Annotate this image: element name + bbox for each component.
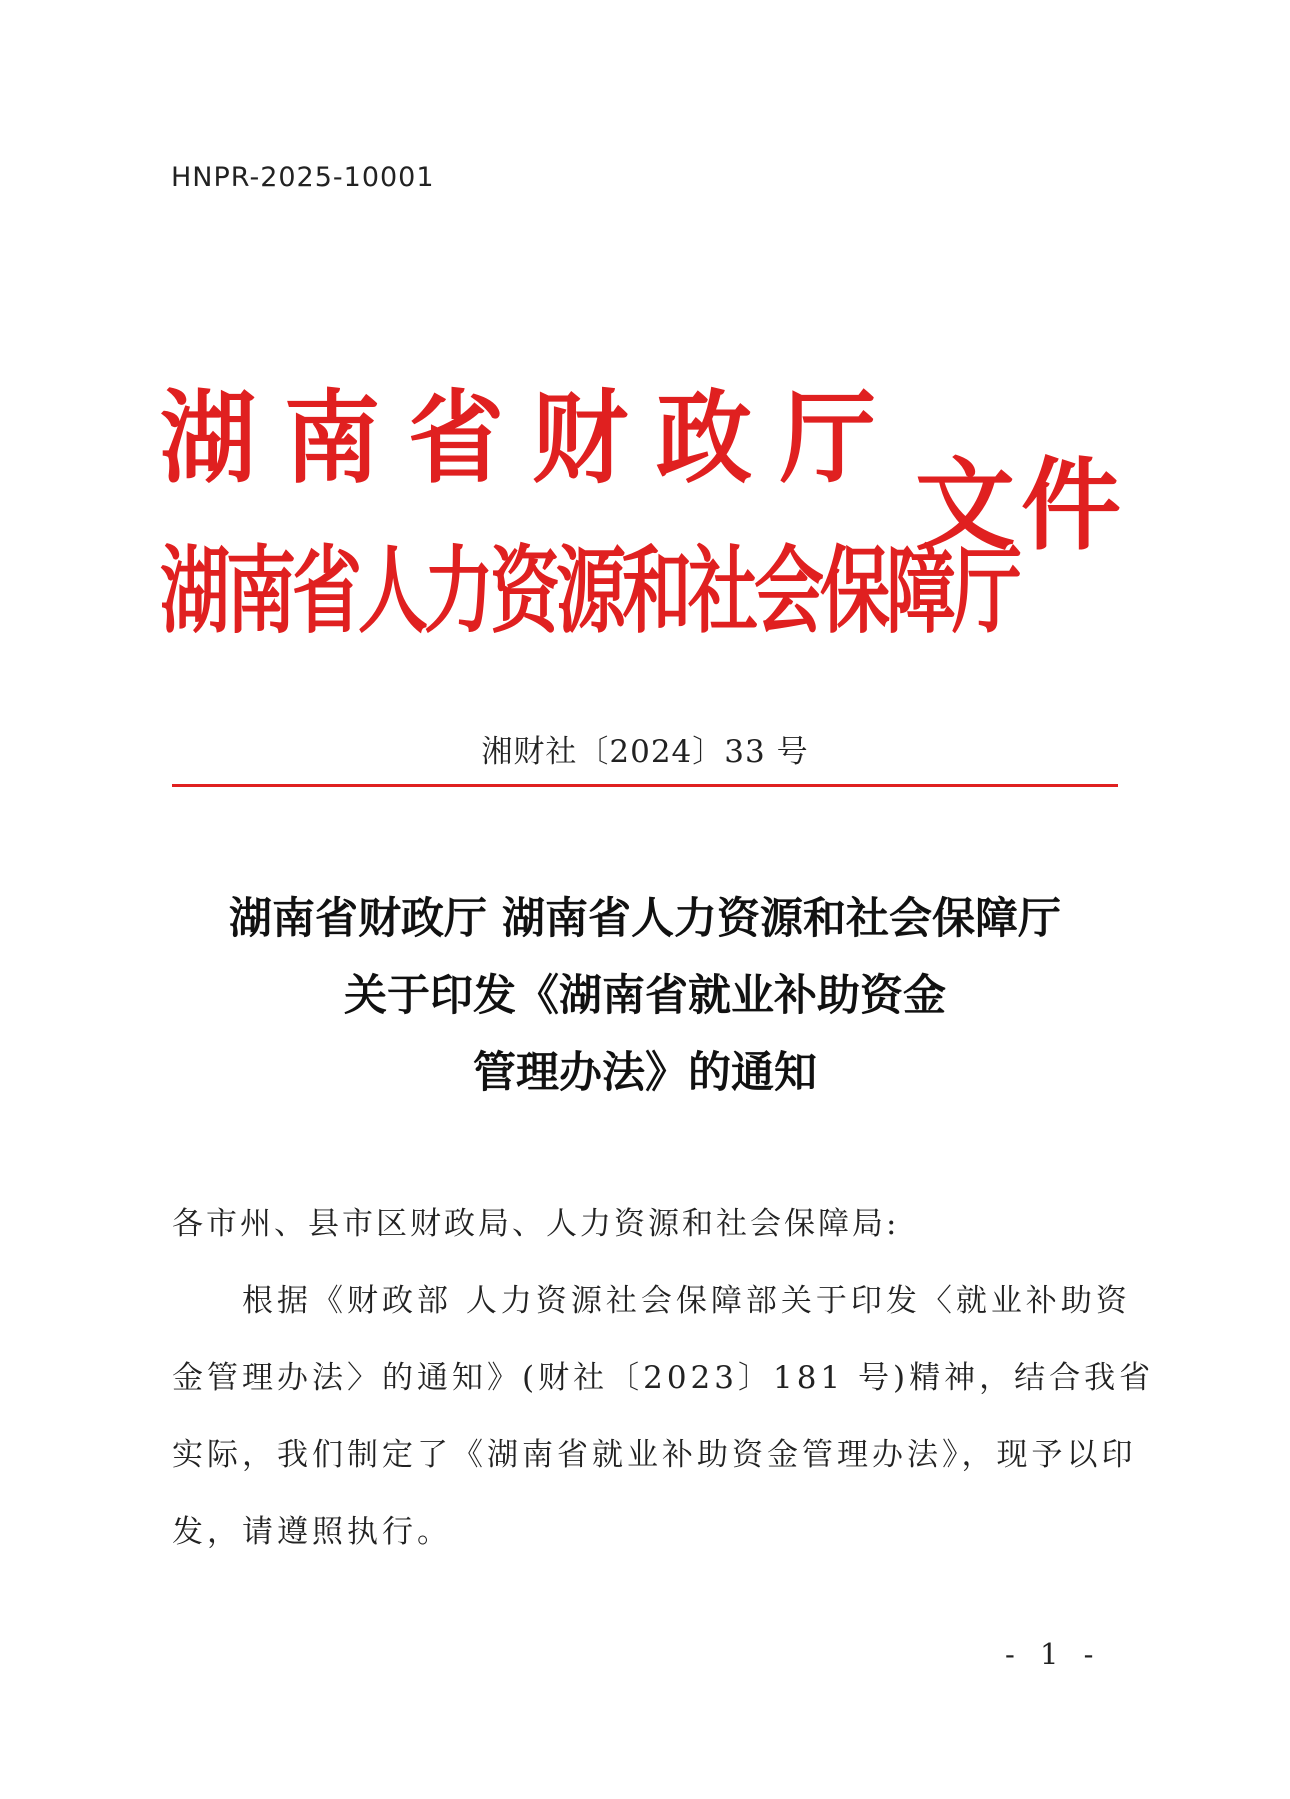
body-line-2: 金管理办法〉的通知》(财社〔2023〕181 号)精神，结合我省 (172, 1360, 1155, 1396)
title-line-3: 管理办法》的通知 (473, 1048, 817, 1098)
document-number: 湘财社〔2024〕33 号 (481, 734, 809, 770)
document-id-code: HNPR-2025-10001 (171, 162, 435, 193)
title-line-2: 关于印发《湖南省就业补助资金 (344, 971, 946, 1021)
body-line-4: 发，请遵照执行。 (172, 1514, 452, 1550)
page-number: - 1 - (1005, 1637, 1102, 1671)
body-line-3: 实际，我们制定了《湖南省就业补助资金管理办法》，现予以印 (172, 1437, 1137, 1473)
red-divider-line (172, 784, 1118, 787)
issuer-finance-department: 湖南省财政厅 (160, 378, 904, 498)
body-line-1: 根据《财政部 人力资源社会保障部关于印发〈就业补助资 (242, 1283, 1131, 1319)
issuer-hr-social-security-department: 湖南省人力资源和社会保障厅 (160, 534, 1018, 647)
issuer-header (160, 370, 1127, 647)
title-line-1: 湖南省财政厅 湖南省人力资源和社会保障厅 (229, 894, 1061, 944)
salutation: 各市州、县市区财政局、人力资源和社会保障局: (172, 1206, 900, 1242)
document-type-label: 文件 (915, 446, 1127, 564)
